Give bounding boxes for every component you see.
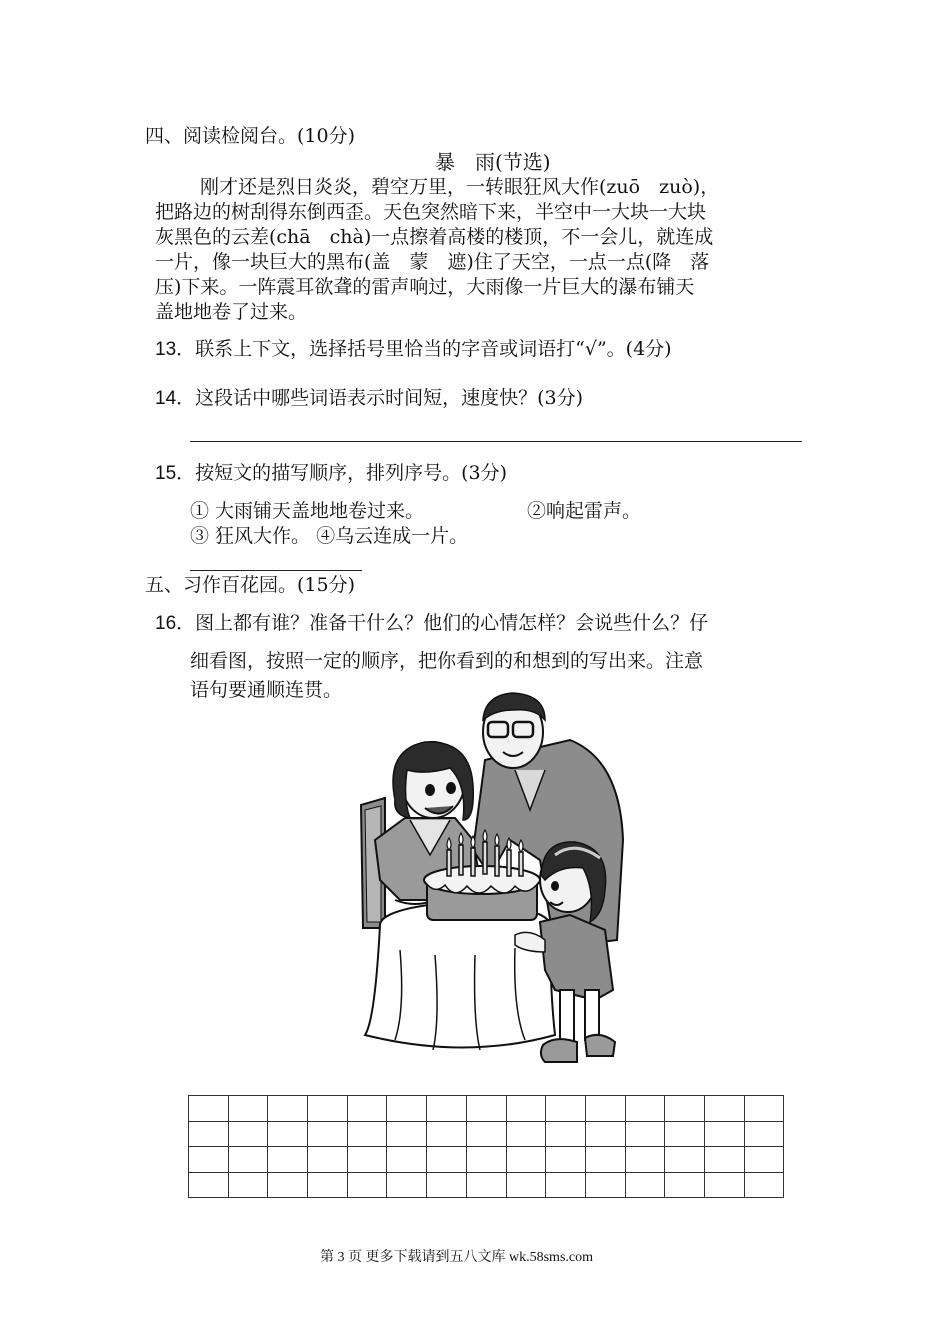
- grid-cell[interactable]: [427, 1096, 467, 1122]
- grid-cell[interactable]: [744, 1121, 784, 1147]
- grid-cell[interactable]: [308, 1096, 348, 1122]
- grid-cell[interactable]: [228, 1172, 268, 1198]
- question-text: 联系上下文，选择括号里恰当的字音或词语打“√”。(4分): [195, 338, 672, 360]
- question-text: 这段话中哪些词语表示时间短，速度快？(3分): [195, 387, 584, 409]
- grid-cell[interactable]: [228, 1096, 268, 1122]
- grid-cell[interactable]: [347, 1172, 387, 1198]
- passage-title: 暴 雨(节选): [435, 150, 551, 174]
- grid-cell[interactable]: [665, 1172, 705, 1198]
- grid-row: [189, 1121, 784, 1147]
- grid-cell[interactable]: [546, 1147, 586, 1173]
- question-number: 13．: [155, 339, 196, 360]
- question-text: 图上都有谁？准备干什么？他们的心情怎样？会说些什么？仔: [195, 612, 709, 634]
- question-13: [155, 336, 672, 363]
- writing-grid[interactable]: [188, 1095, 784, 1198]
- grid-cell[interactable]: [506, 1172, 546, 1198]
- grid-cell[interactable]: [387, 1121, 427, 1147]
- grid-cell[interactable]: [665, 1147, 705, 1173]
- passage-line-2: 把路边的树刮得东倒西歪。天色突然暗下来，半空中一大块一大块: [155, 201, 707, 223]
- grid-cell[interactable]: [189, 1172, 229, 1198]
- passage-line-3: 灰黑色的云差(chā chà)一点擦着高楼的楼顶，不一会儿，就连成: [155, 226, 714, 248]
- passage-line-4: 一片，像一块巨大的黑布(盖 蒙 遮)住了天空，一点一点(降 落: [155, 251, 710, 273]
- question-16-line-1: [155, 610, 708, 637]
- grid-cell[interactable]: [347, 1096, 387, 1122]
- grid-cell[interactable]: [268, 1147, 308, 1173]
- section4-heading: 四、阅读检阅台。(10分): [145, 125, 356, 147]
- grid-cell[interactable]: [387, 1096, 427, 1122]
- grid-cell[interactable]: [704, 1147, 744, 1173]
- grid-row: [189, 1172, 784, 1198]
- question-14: [155, 385, 583, 412]
- grid-cell[interactable]: [189, 1147, 229, 1173]
- answer-line-q15[interactable]: [190, 570, 362, 571]
- grid-cell[interactable]: [466, 1172, 506, 1198]
- grid-cell[interactable]: [665, 1121, 705, 1147]
- grid-cell[interactable]: [744, 1172, 784, 1198]
- passage-line-1: 刚才还是烈日炎炎，碧空万里，一转眼狂风大作(zuō zuò)，: [200, 176, 720, 198]
- grid-cell[interactable]: [625, 1147, 665, 1173]
- section5-heading: 五、习作百花园。(15分): [145, 574, 356, 596]
- passage-line-5: 压)下来。一阵震耳欲聋的雷声响过，大雨像一片巨大的瀑布铺天: [155, 276, 695, 298]
- grid-cell[interactable]: [228, 1147, 268, 1173]
- grid-cell[interactable]: [308, 1172, 348, 1198]
- question-16-line-3: 语句要通顺连贯。: [190, 679, 343, 701]
- grid-cell[interactable]: [427, 1121, 467, 1147]
- grid-cell[interactable]: [268, 1121, 308, 1147]
- passage-line-6: 盖地地卷了过来。: [155, 301, 308, 323]
- grid-cell[interactable]: [585, 1172, 625, 1198]
- grid-cell[interactable]: [268, 1172, 308, 1198]
- page-footer: 第 3 页 更多下载请到五八文库 wk.58sms.com: [320, 1250, 593, 1265]
- question-number: 15．: [155, 463, 196, 484]
- grid-cell[interactable]: [387, 1147, 427, 1173]
- grid-cell[interactable]: [506, 1096, 546, 1122]
- table: [365, 903, 555, 1050]
- grid-row: [189, 1147, 784, 1173]
- grid-cell[interactable]: [506, 1121, 546, 1147]
- q15-option-1: ① 大雨铺天盖地地卷过来。: [190, 500, 425, 522]
- grid-cell[interactable]: [744, 1096, 784, 1122]
- question-16-line-2: 细看图，按照一定的顺序，把你看到的和想到的写出来。注意: [190, 650, 704, 672]
- grid-cell[interactable]: [268, 1096, 308, 1122]
- grid-cell[interactable]: [665, 1096, 705, 1122]
- grid-cell[interactable]: [704, 1096, 744, 1122]
- grid-cell[interactable]: [189, 1096, 229, 1122]
- grid-row: [189, 1096, 784, 1122]
- grid-cell[interactable]: [466, 1147, 506, 1173]
- grid-cell[interactable]: [744, 1147, 784, 1173]
- grid-cell[interactable]: [308, 1147, 348, 1173]
- grid-cell[interactable]: [585, 1121, 625, 1147]
- answer-line-q14[interactable]: [190, 441, 802, 442]
- grid-cell[interactable]: [189, 1121, 229, 1147]
- grid-cell[interactable]: [387, 1172, 427, 1198]
- grid-cell[interactable]: [546, 1172, 586, 1198]
- grid-cell[interactable]: [228, 1121, 268, 1147]
- birthday-illustration: [355, 690, 630, 1075]
- grid-cell[interactable]: [466, 1121, 506, 1147]
- grid-cell[interactable]: [427, 1172, 467, 1198]
- grid-cell[interactable]: [585, 1147, 625, 1173]
- question-number: 14．: [155, 388, 196, 409]
- q15-options-3-4: ③ 狂风大作。 ④乌云连成一片。: [190, 525, 469, 547]
- question-text: 按短文的描写顺序，排列序号。(3分): [195, 462, 508, 484]
- grid-cell[interactable]: [625, 1172, 665, 1198]
- grid-cell[interactable]: [347, 1121, 387, 1147]
- grid-cell[interactable]: [704, 1121, 744, 1147]
- grid-cell[interactable]: [585, 1096, 625, 1122]
- question-15: [155, 460, 507, 487]
- grid-cell[interactable]: [506, 1147, 546, 1173]
- q15-option-2: ②响起雷声。: [527, 500, 642, 522]
- grid-cell[interactable]: [704, 1172, 744, 1198]
- grid-cell[interactable]: [466, 1096, 506, 1122]
- question-number: 16．: [155, 613, 196, 634]
- grid-cell[interactable]: [347, 1147, 387, 1173]
- grid-cell[interactable]: [625, 1096, 665, 1122]
- grid-cell[interactable]: [427, 1147, 467, 1173]
- grid-cell[interactable]: [308, 1121, 348, 1147]
- grid-cell[interactable]: [546, 1121, 586, 1147]
- grid-cell[interactable]: [546, 1096, 586, 1122]
- grid-cell[interactable]: [625, 1121, 665, 1147]
